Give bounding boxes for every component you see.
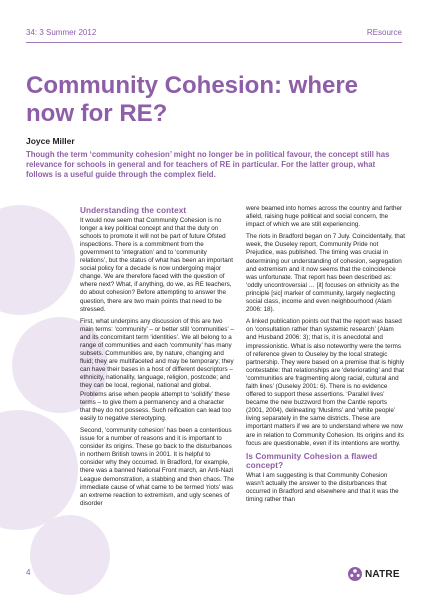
body-paragraph: It would now seem that Community Cohesion is no longer a key political concept and that the duty on schools to promote it will not be part of future Ofsted inspections. There is a commitment from the government to ‘integration’ and to ‘community relations’, but the status of what has been an important social policy for a decade is now undergoing major change. We are therefore faced with the question of where next? What, if anything, do we, as RE teachers, do about cohesion? Before attempting to answer the question, there are two main points that need to be stressed. (80, 216, 233, 313)
decorative-circle (0, 410, 78, 530)
header-rule (26, 42, 402, 43)
author-name: Joyce Miller (26, 136, 75, 146)
body-paragraph: A linked publication points out that the report was based on ‘consultation rather than systemic research’ (Alam and Husband 2006: 3); that is, it is anecdotal and impressionistic. What is also noteworthy were the terms of reference given to Ouseley by the local strategic partnership. They were based on a premise that is highly contestable: that relationships are ‘deteriorating’ and that ‘communities are fragmenting along racial, cultural and faith lines’ (Ouseley 2001: 6). There is no evidence offered to support these assertions. ‘Parallel lives’ became the new buzzword from the Cantle reports (2001, 2004), delineating ‘Muslims’ and ‘white people’ living separately in the same districts. These are important matters if we are to understand where we now are in relation to Community Cohesion. Its origins and its focus are questionable, even if its intentions are worthy. (246, 318, 405, 447)
body-paragraph: were beamed into homes across the country and farther afield, raising huge political and social concern, the impact of which we are still experiencing. (246, 205, 403, 229)
decorative-circle (30, 515, 110, 595)
page-number: 4 (26, 568, 31, 577)
natre-logo (347, 564, 403, 584)
section-heading: Understanding the context (80, 206, 187, 215)
body-paragraph: First, what underpins any discussion of this are two main terms: ‘community’ – or better still ‘communities’ – and its concomitant term ‘identities’. We all belong to a range of communities and each ‘community’ has many subsets. Communities are, by nature, changing and fluid; they are multifaceted and may be temporary; they can have their bases in a host of different descriptors – ethnicity, nationality, language, religion, postcode; and they can be local, regional, national and global. Problems arise when people attempt to ‘solidify’ these terms – to give them a permanency and a character that they do not possess. Such reification can lead too easily to negative stereotyping. (80, 317, 234, 422)
logo-text: NATRE (365, 569, 400, 580)
left-column (80, 206, 235, 512)
body-paragraph: What I am suggesting is that Community Cohesion wasn’t actually the answer to the disturbances that occurred in Bradford and elsewhere and that it was the timing rather than (246, 471, 399, 504)
standfirst: Though the term ‘community cohesion’ might no longer be in political favour, the concept still has relevance for schools in general and for teachers of RE in particular. For the latter group, what follows is a useful guide through the complex field. (26, 150, 390, 180)
article-title: Community Cohesion: where now for RE? (26, 72, 359, 127)
natre-logo-icon (347, 566, 363, 582)
body-paragraph: The riots in Bradford began on 7 July. Coincidentally, that week, the Ouseley report, Community Pride not Prejudice, was published. The timing was crucial in determining our understanding of cohesion, segregation and extremism and it now seems that the coincidence was unfortunate. That report has been described as: ‘oddly uncontroversial … [it] focuses on ethnicity as the principle [sic] marker of community, largely neglecting social class, income and even neighbourhood (Alam 2006: 18). (246, 233, 406, 314)
right-column (246, 205, 406, 508)
body-paragraph: Second, ‘community cohesion’ has been a contentious issue for a number of reasons and it is important to consider its origins. These go back to the disturbances in northern British towns in 2001. It is helpful to consider why they occurred. In Bradford, for example, there was a banned National Front march, an Anti-Nazi League demonstration, a stabbing and then chaos. The immediate cause of what came to be termed ‘riots’ was an extreme reaction to extremism, and ugly scenes of disorder (80, 426, 235, 507)
issue-label: 34: 3 Summer 2012 (26, 28, 97, 37)
decorative-circle (0, 205, 75, 315)
magazine-name: REsource (366, 28, 402, 37)
section-heading: Is Community Cohesion a flawed concept? (246, 451, 378, 471)
